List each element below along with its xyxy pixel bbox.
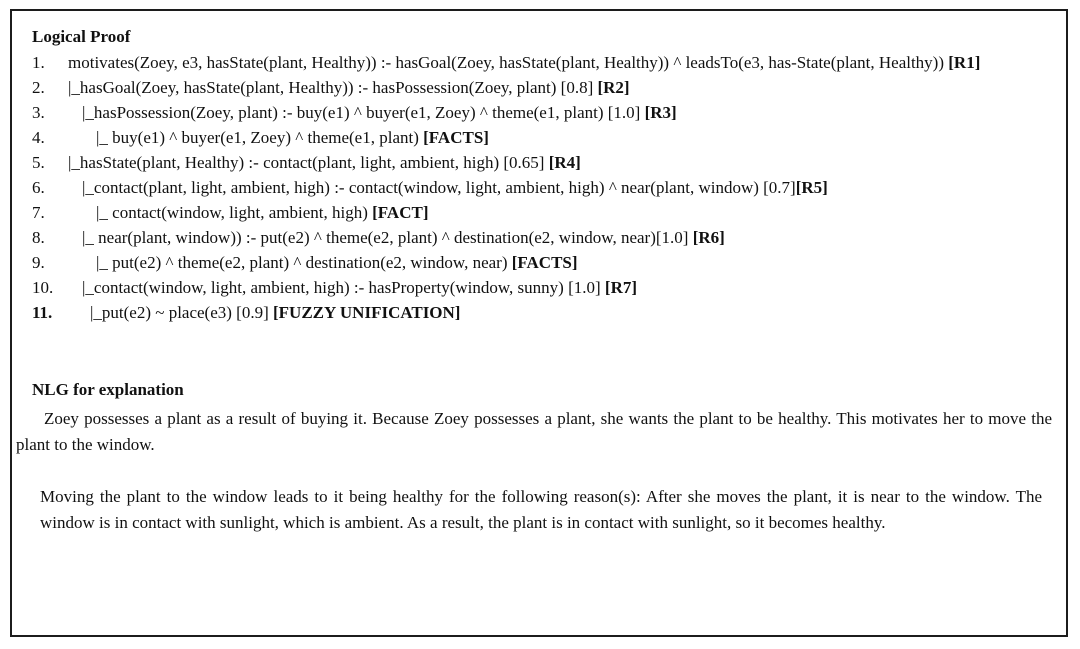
proof-line-number: 5. [32, 153, 45, 172]
proof-title: Logical Proof [32, 27, 131, 46]
proof-line-content [68, 300, 1052, 325]
proof-line-text: |_contact(plant, light, ambient, high) :- contact(window, light, ambient, high) ^ near(plant, window) [0.7] [82, 178, 796, 197]
proof-rule-tag: [FUZZY UNIFICATION] [273, 303, 461, 322]
proof-line-2 [32, 75, 1052, 100]
proof-lines [32, 50, 1052, 325]
proof-rule-tag: [R3] [644, 103, 677, 122]
proof-line-6 [32, 175, 1052, 200]
proof-rule-tag: [R1] [948, 53, 981, 72]
proof-line-text: |_ contact(window, light, ambient, high) [96, 203, 373, 222]
proof-line-content [68, 225, 1052, 250]
proof-line-text: |_contact(window, light, ambient, high) :- hasProperty(window, sunny) [1.0] [82, 278, 605, 297]
proof-line-10 [32, 275, 1052, 300]
proof-line-11 [32, 300, 1052, 325]
proof-rule-tag: [R2] [597, 78, 630, 97]
proof-line-9 [32, 250, 1052, 275]
proof-line-text: |_hasGoal(Zoey, hasState(plant, Healthy)) :- hasPossession(Zoey, plant) [0.8] [68, 78, 598, 97]
proof-rule-tag: [R6] [692, 228, 725, 247]
proof-line-number: 3. [32, 103, 45, 122]
proof-line-content [68, 75, 1052, 100]
proof-line-content [68, 100, 1052, 125]
proof-line-number: 6. [32, 178, 45, 197]
proof-line-text: |_ near(plant, window)) :- put(e2) ^ theme(e2, plant) ^ destination(e2, window, near)[1.0] [82, 228, 693, 247]
proof-line-number: 7. [32, 203, 45, 222]
proof-rule-tag: [R5] [795, 178, 828, 197]
proof-line-text: |_ put(e2) ^ theme(e2, plant) ^ destination(e2, window, near) [96, 253, 512, 272]
nlg-title: NLG for explanation [32, 380, 184, 399]
proof-rule-tag: [R4] [548, 153, 581, 172]
proof-line-content [68, 250, 1052, 275]
proof-rule-tag: [FACTS] [423, 128, 489, 147]
proof-line-number: 10. [32, 278, 54, 297]
nlg-section [16, 377, 1052, 536]
proof-line-number: 9. [32, 253, 45, 272]
proof-line-1 [32, 50, 1052, 75]
logical-proof-figure [10, 9, 1068, 637]
proof-line-8 [32, 225, 1052, 250]
proof-line-content [68, 50, 1052, 75]
proof-line-content [68, 275, 1052, 300]
proof-rule-tag: [FACTS] [511, 253, 578, 272]
proof-line-text: |_put(e2) ~ place(e3) [0.9] [90, 303, 273, 322]
proof-line-text: |_hasPossession(Zoey, plant) :- buy(e1) ^ buyer(e1, Zoey) ^ theme(e1, plant) [1.0] [82, 103, 645, 122]
proof-line-4 [32, 125, 1052, 150]
proof-line-number: 8. [32, 228, 45, 247]
proof-line-text: |_hasState(plant, Healthy) :- contact(plant, light, ambient, high) [0.65] [68, 153, 549, 172]
proof-line-text: motivates(Zoey, e3, hasState(plant, Healthy)) :- hasGoal(Zoey, hasState(plant, Healthy)) ^ leadsTo(e3, has-State(plant, Healthy)) [68, 53, 949, 72]
proof-line-5 [32, 150, 1052, 175]
proof-rule-tag: [R7] [604, 278, 638, 297]
proof-line-3 [32, 100, 1052, 125]
proof-line-number: 11. [32, 303, 53, 322]
proof-line-content [68, 125, 1052, 150]
proof-line-7 [32, 200, 1052, 225]
nlg-paragraph-1: Zoey possesses a plant as a result of buying it. Because Zoey possesses a plant, she wants the plant to be healthy. This motivates her to move the plant to the window. [16, 409, 1052, 454]
proof-rule-tag: [FACT] [372, 203, 429, 222]
proof-line-content [68, 200, 1052, 225]
proof-line-number: 1. [32, 53, 45, 72]
nlg-paragraph-2: Moving the plant to the window leads to it being healthy for the following reason(s): After she moves the plant, it is near to the window. The window is in contact with sunlight, which is ambient. As a result, the plant is in contact with sunlight, so it becomes healthy. [40, 487, 1042, 532]
proof-line-content [68, 175, 1052, 200]
proof-line-content [68, 150, 1052, 175]
proof-line-text: |_ buy(e1) ^ buyer(e1, Zoey) ^ theme(e1, plant) [96, 128, 424, 147]
proof-line-number: 2. [32, 78, 45, 97]
proof-line-number: 4. [32, 128, 45, 147]
